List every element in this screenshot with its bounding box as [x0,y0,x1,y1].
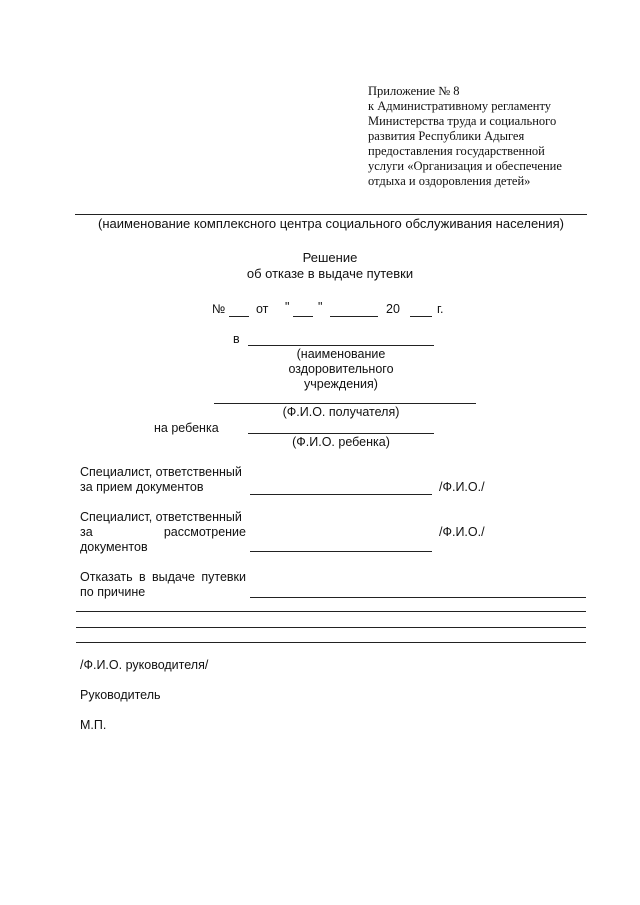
head-title: Руководитель [80,688,161,702]
number-label: № [212,302,226,316]
child-line [248,433,434,434]
quote-open: " [285,300,290,314]
refusal-word: путевки [201,570,246,584]
refusal-word: Отказать [80,570,133,584]
institution-caption-line: оздоровительного [288,362,394,376]
institution-caption-line: (наименование [296,347,386,361]
institution-caption-line: учреждения) [304,377,378,391]
specialist-review-signature-line [250,551,432,552]
refusal-word: выдаче [151,570,196,584]
stamp-place: М.П. [80,718,107,732]
specialist-intake-signature-line [250,494,432,495]
specialist-review-fio: /Ф.И.О./ [439,525,485,539]
specialist-review-line2 [80,525,246,540]
center-name-line [75,214,587,215]
appendix-line: отдыха и оздоровления детей» [368,174,531,188]
recipient-caption: (Ф.И.О. получателя) [282,405,400,419]
specialist-intake-line2: за прием документов [80,480,204,494]
institution-line [248,345,434,346]
year-prefix: 20 [386,302,400,316]
child-label: на ребенка [154,421,219,435]
from-label: от [256,302,269,316]
appendix-line: Приложение № 8 [368,84,460,98]
head-fio: /Ф.И.О. руководителя/ [80,658,209,672]
child-caption: (Ф.И.О. ребенка) [292,435,390,449]
reason-line-2 [76,611,586,612]
specialist-intake-fio: /Ф.И.О./ [439,480,485,494]
specialist-intake-text1: Специалист, ответственный [80,465,242,479]
appendix-line: развития Республики Адыгея [368,129,525,143]
institution-in-label: в [233,332,240,346]
document-subtitle: об отказе в выдаче путевки [246,266,414,281]
appendix-line: к Административному регламенту [368,99,552,113]
reason-line-3 [76,627,586,628]
specialist-review-line2-right: рассмотрение [163,525,246,539]
refusal-reason-line [250,597,586,598]
refusal-word: в [138,570,146,584]
refusal-label [80,570,246,600]
refusal-line1 [80,570,246,585]
day-blank [293,316,313,317]
specialist-intake-label [80,465,246,495]
quote-close: " [318,300,323,314]
specialist-review-line1: Специалист, ответственный [80,510,242,524]
year-blank [410,316,432,317]
institution-caption [248,347,434,392]
appendix-line: Министерства труда и социального [368,114,557,128]
recipient-line [214,403,476,404]
appendix-line: предоставления государственной [368,144,545,158]
refusal-line2: по причине [80,585,146,599]
reason-line-4 [76,642,586,643]
specialist-review-line2-left: за [80,525,93,539]
appendix-line: услуги «Организация и обеспечение [368,159,562,173]
month-blank [330,316,378,317]
specialist-review-label [80,510,246,555]
specialist-review-line3: документов [80,540,148,554]
appendix-note [368,84,562,189]
center-name-caption: (наименование комплексного центра социального обслуживания населения) [98,216,564,231]
year-suffix: г. [437,302,444,316]
specialist-intake-line1 [80,465,246,480]
document-title: Решение [302,250,358,265]
number-blank [229,316,249,317]
